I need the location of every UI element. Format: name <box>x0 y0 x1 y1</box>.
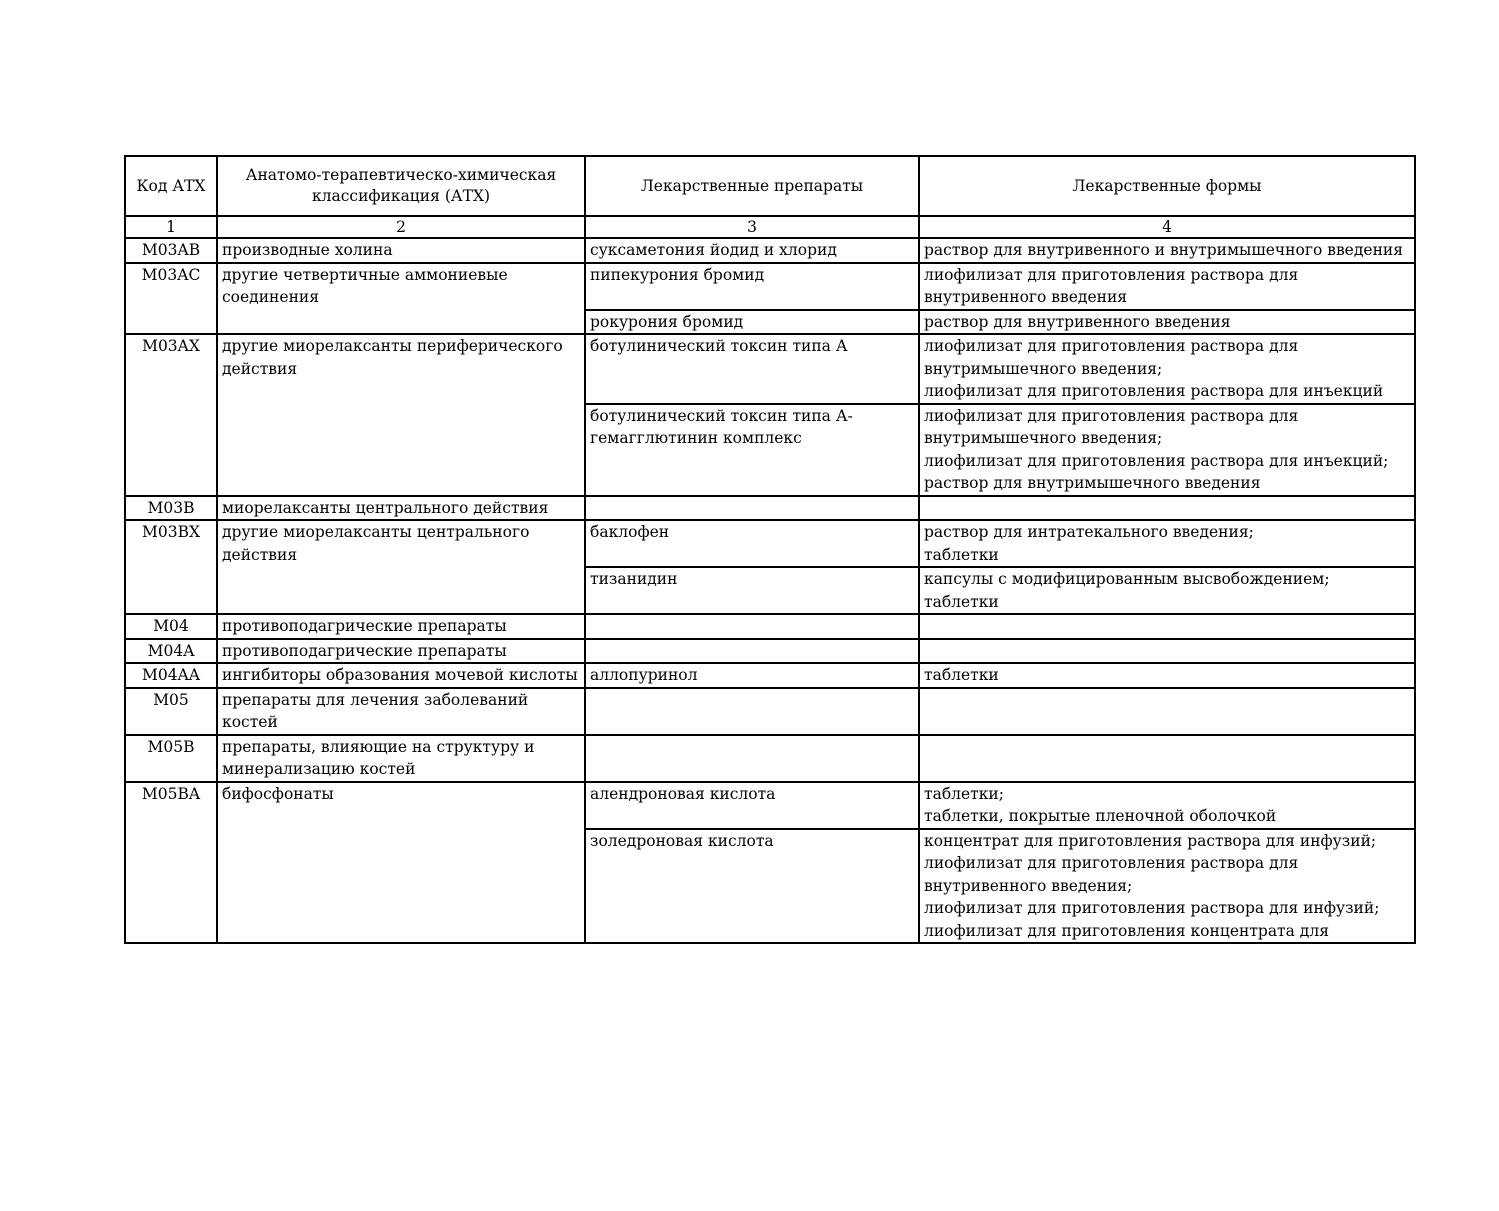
medicine-name-cell: пипекурония бромид <box>585 263 919 310</box>
atc-classification-cell: другие миорелаксанты центрального действия <box>217 520 585 614</box>
medicine-name-cell <box>585 688 919 735</box>
dosage-form-line: лиофилизат для приготовления раствора для внутримышечного введения; <box>924 406 1299 447</box>
atc-classification-cell: препараты, влияющие на структуру и минерализацию костей <box>217 735 585 782</box>
dosage-form-line: капсулы с модифицированным высвобождением; <box>924 570 1330 588</box>
table-row <box>125 639 1415 664</box>
dosage-form-line: лиофилизат для приготовления раствора для внутривенного введения <box>924 265 1299 306</box>
dosage-forms-cell <box>919 334 1415 404</box>
dosage-forms-cell <box>919 404 1415 496</box>
dosage-form-line: раствор для внутривенного введения <box>924 312 1231 331</box>
dosage-form-line: таблетки; <box>924 784 1004 803</box>
dosage-form-line: лиофилизат для приготовления раствора для инъекций <box>924 382 1384 400</box>
dosage-form-line: таблетки <box>924 592 999 611</box>
atc-classification-cell: ингибиторы образования мочевой кислоты <box>217 663 585 688</box>
header-atc-code: Код АТХ <box>125 156 217 216</box>
dosage-form-line: таблетки <box>924 545 999 564</box>
column-number-row <box>125 216 1415 238</box>
dosage-forms-cell <box>919 310 1415 335</box>
atc-code-cell: M03AB <box>125 238 217 263</box>
dosage-form-line: таблетки, покрытые пленочной оболочкой <box>924 807 1277 825</box>
medicine-name-cell: баклофен <box>585 520 919 567</box>
dosage-forms-cell <box>919 735 1415 782</box>
atc-code-cell: M03AC <box>125 263 217 335</box>
medicine-name-cell: рокурония бромид <box>585 310 919 335</box>
dosage-forms-cell <box>919 663 1415 688</box>
dosage-forms-cell <box>919 614 1415 639</box>
dosage-form-line: раствор для внутримышечного введения <box>924 474 1261 492</box>
atc-drug-table <box>124 155 1416 944</box>
dosage-forms-cell <box>919 639 1415 664</box>
dosage-forms-cell <box>919 688 1415 735</box>
header-medicines: Лекарственные препараты <box>585 156 919 216</box>
header-atc-classification: Анатомо-терапевтическо-химическая классификация (АТХ) <box>217 156 585 216</box>
dosage-forms-cell <box>919 782 1415 829</box>
dosage-form-line: лиофилизат для приготовления раствора для внутривенного введения; <box>924 854 1299 895</box>
dosage-forms-cell <box>919 567 1415 614</box>
medicine-name-cell: аллопуринол <box>585 663 919 688</box>
dosage-form-line: раствор для внутривенного и внутримышечного введения <box>924 241 1404 259</box>
atc-classification-cell: противоподагрические препараты <box>217 614 585 639</box>
atc-code-cell: M04AA <box>125 663 217 688</box>
medicine-name-cell <box>585 614 919 639</box>
atc-classification-cell: противоподагрические препараты <box>217 639 585 664</box>
column-number: 1 <box>125 216 217 238</box>
header-dosage-forms: Лекарственные формы <box>919 156 1415 216</box>
atc-code-cell: M03AX <box>125 334 217 496</box>
table-row <box>125 238 1415 263</box>
table-row <box>125 496 1415 521</box>
dosage-form-line: лиофилизат для приготовления концентрата для <box>924 921 1329 940</box>
dosage-form-line: лиофилизат для приготовления раствора для инфузий; <box>924 899 1380 917</box>
dosage-form-line: лиофилизат для приготовления раствора для инъекций; <box>924 451 1389 470</box>
atc-classification-cell: производные холина <box>217 238 585 263</box>
column-number: 2 <box>217 216 585 238</box>
medicine-name-cell: ботулинический токсин типа А <box>585 334 919 404</box>
table-row <box>125 782 1415 829</box>
atc-classification-cell: миорелаксанты центрального действия <box>217 496 585 521</box>
medicine-name-cell <box>585 496 919 521</box>
dosage-form-line: концентрат для приготовления раствора для инфузий; <box>924 831 1377 850</box>
atc-code-cell: M03B <box>125 496 217 521</box>
dosage-forms-cell <box>919 520 1415 567</box>
atc-classification-cell: препараты для лечения заболеваний костей <box>217 688 585 735</box>
medicine-name-cell: алендроновая кислота <box>585 782 919 829</box>
table-row <box>125 663 1415 688</box>
atc-code-cell: M05B <box>125 735 217 782</box>
atc-code-cell: M05 <box>125 688 217 735</box>
dosage-form-line: таблетки <box>924 666 999 684</box>
dosage-form-line: раствор для интратекального введения; <box>924 523 1254 541</box>
medicine-name-cell: суксаметония йодид и хлорид <box>585 238 919 263</box>
medicine-name-cell <box>585 735 919 782</box>
medicine-name-cell: золедроновая кислота <box>585 829 919 944</box>
atc-code-cell: M04 <box>125 614 217 639</box>
atc-classification-cell: бифосфонаты <box>217 782 585 944</box>
medicine-name-cell: ботулинический токсин типа А-гемагглютинин комплекс <box>585 404 919 496</box>
atc-code-cell: M04A <box>125 639 217 664</box>
table-row <box>125 263 1415 310</box>
dosage-forms-cell <box>919 263 1415 310</box>
column-number: 4 <box>919 216 1415 238</box>
dosage-forms-cell <box>919 496 1415 521</box>
atc-classification-cell: другие миорелаксанты периферического действия <box>217 334 585 496</box>
table-row <box>125 688 1415 735</box>
table-row <box>125 334 1415 404</box>
dosage-forms-cell <box>919 238 1415 263</box>
document-page <box>124 155 1414 944</box>
column-number: 3 <box>585 216 919 238</box>
medicine-name-cell: тизанидин <box>585 567 919 614</box>
atc-classification-cell: другие четвертичные аммониевые соединения <box>217 263 585 335</box>
medicine-name-cell <box>585 639 919 664</box>
dosage-form-line: лиофилизат для приготовления раствора для внутримышечного введения; <box>924 337 1299 378</box>
table-row <box>125 520 1415 567</box>
dosage-forms-cell <box>919 829 1415 944</box>
atc-code-cell: M03BX <box>125 520 217 614</box>
table-header-row <box>125 156 1415 216</box>
table-row <box>125 735 1415 782</box>
table-row <box>125 614 1415 639</box>
atc-code-cell: M05BA <box>125 782 217 944</box>
